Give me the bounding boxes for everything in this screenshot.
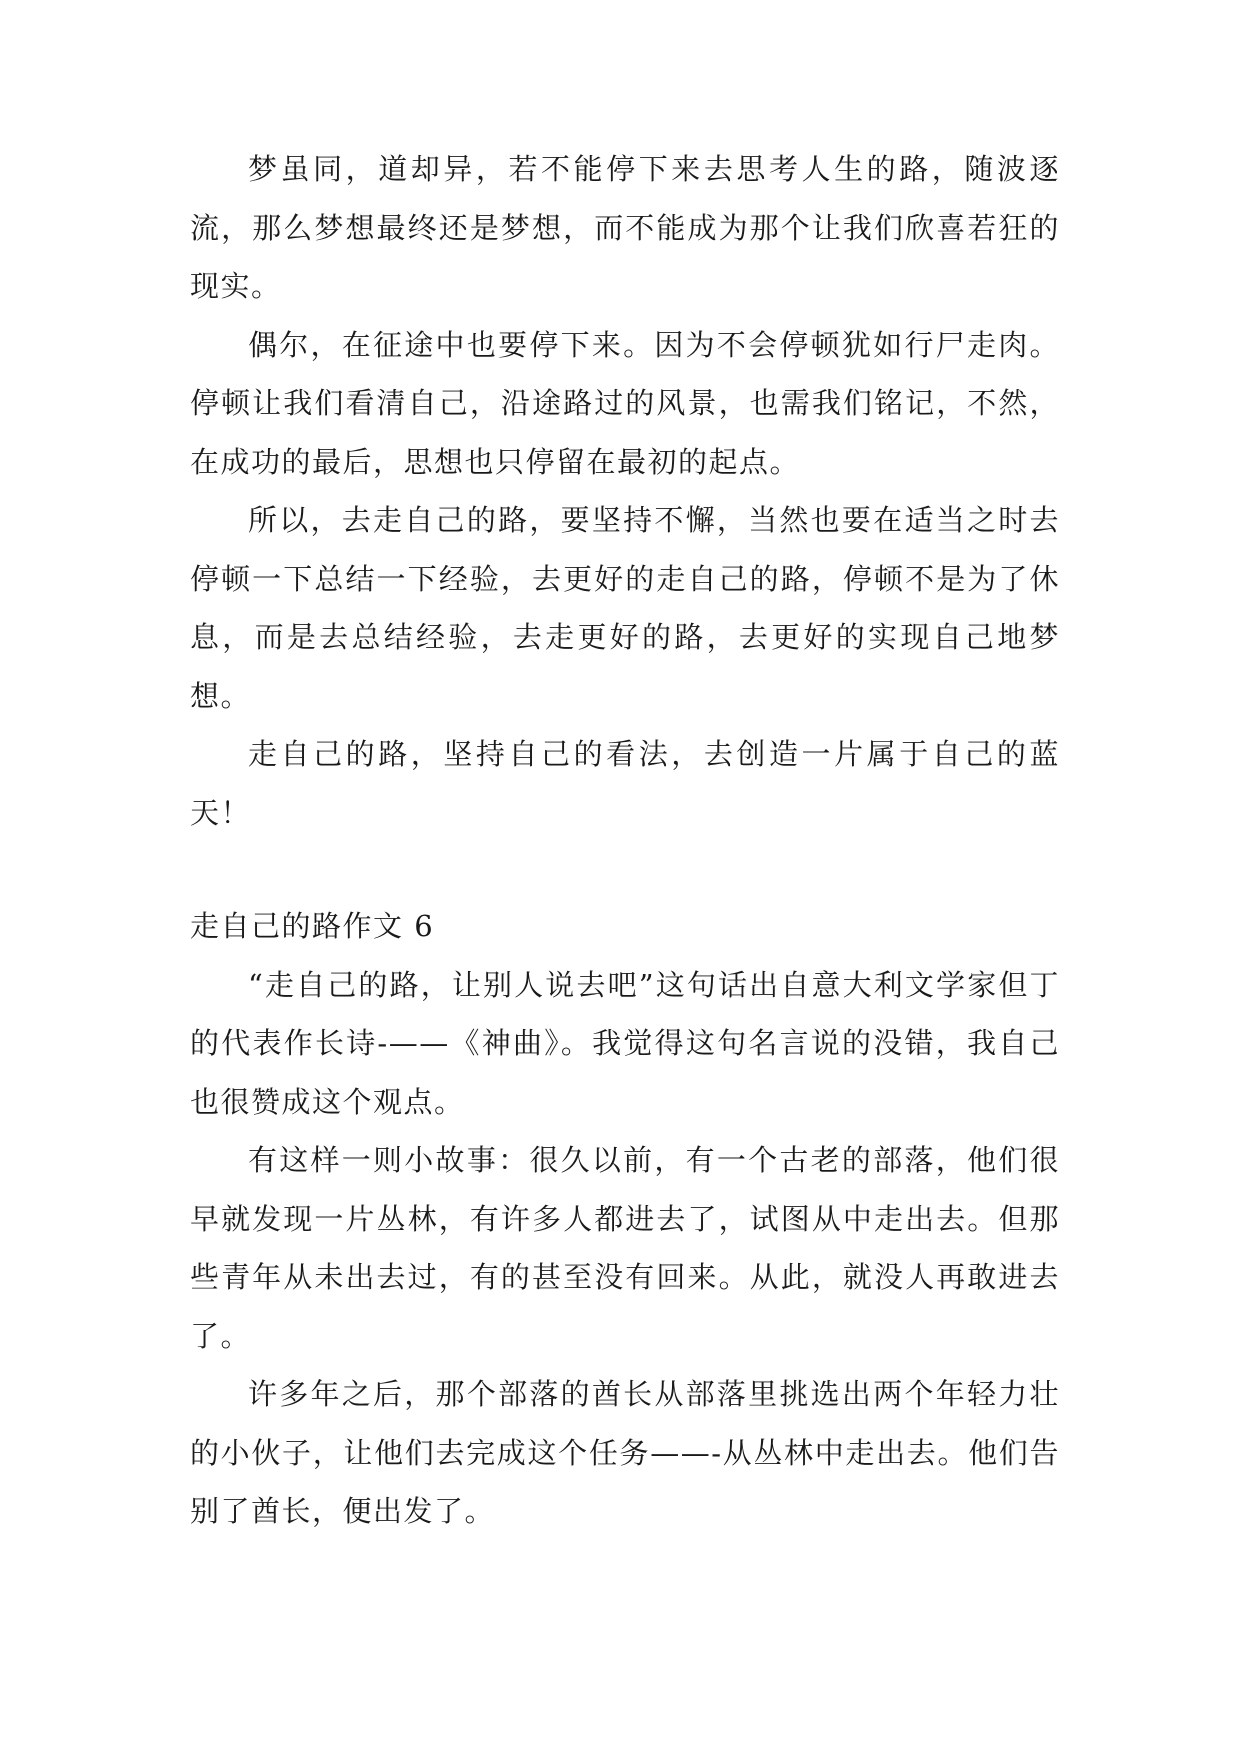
paragraph: “走自己的路，让别人说去吧”这句话出自意大利文学家但丁的代表作长诗-——《神曲》。我觉得这句名言说的没错，我自己也很赞成这个观点。 (190, 967, 1060, 1119)
section-gap (190, 842, 1060, 897)
section-heading: 走自己的路作文 6 (190, 909, 435, 943)
paragraph: 有这样一则小故事：很久以前，有一个古老的部落，他们很早就发现一片丛林，有许多人都进去了，试图从中走出去。但那些青年从未出去过，有的甚至没有回来。从此，就没人再敢进去了。 (190, 1143, 1060, 1353)
paragraph: 所以，去走自己的路，要坚持不懈，当然也要在适当之时去停顿一下总结一下经验，去更好的走自己的路，停顿不是为了休息，而是去总结经验，去走更好的路，去更好的实现自己地梦想。 (190, 503, 1060, 713)
paragraph: 许多年之后，那个部落的酋长从部落里挑选出两个年轻力壮的小伙子，让他们去完成这个任务——-从丛林中走出去。他们告别了酋长，便出发了。 (190, 1377, 1060, 1528)
paragraph: 走自己的路，坚持自己的看法，去创造一片属于自己的蓝天！ (190, 737, 1060, 830)
document-page (190, 140, 1060, 1541)
paragraph: 梦虽同，道却异，若不能停下来去思考人生的路，随波逐流，那么梦想最终还是梦想，而不能成为那个让我们欣喜若狂的现实。 (190, 152, 1060, 303)
paragraph: 偶尔，在征途中也要停下来。因为不会停顿犹如行尸走肉。停顿让我们看清自己，沿途路过的风景，也需我们铭记，不然，在成功的最后，思想也只停留在最初的起点。 (190, 327, 1060, 479)
